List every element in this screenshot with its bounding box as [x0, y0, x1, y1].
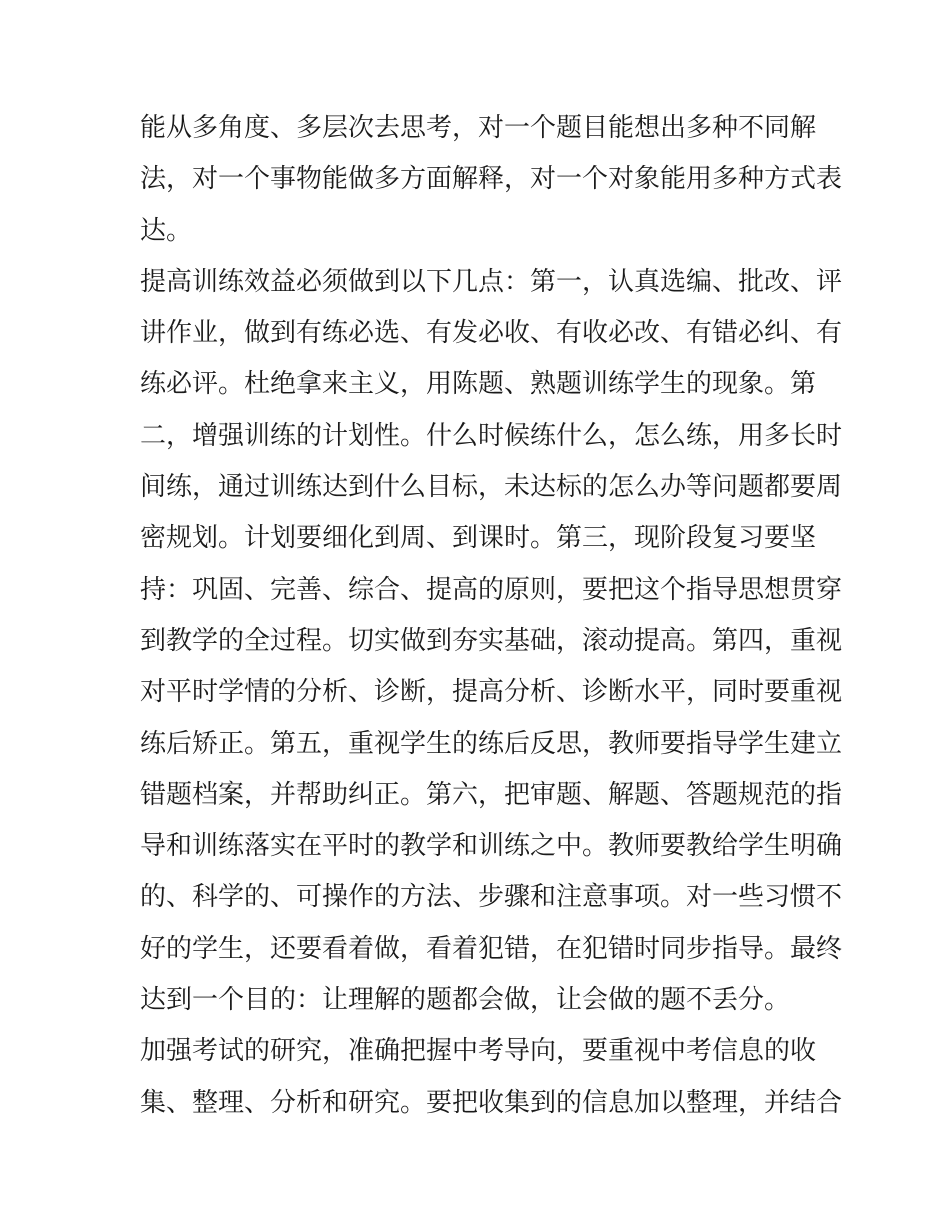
text-line: 密规划。计划要细化到周、到课时。第三，现阶段复习要坚	[140, 523, 817, 554]
text-line: 达。	[140, 215, 193, 246]
text-line: 能从多角度、多层次去思考，对一个题目能想出多种不同解	[140, 113, 817, 143]
text-line: 加强考试的研究，准确把握中考导向，要重视中考信息的收	[140, 1036, 817, 1067]
text-line: 集、整理、分析和研究。要把收集到的信息加以整理，并结合	[140, 1087, 843, 1118]
text-line: 练必评。杜绝拿来主义，用陈题、熟题训练学生的现象。第	[140, 369, 817, 400]
body-text	[140, 103, 843, 1129]
text-line: 的、科学的、可操作的方法、步骤和注意事项。对一些习惯不	[140, 882, 843, 913]
text-line: 持：巩固、完善、综合、提高的原则，要把这个指导思想贯穿	[140, 574, 843, 605]
text-line: 讲作业，做到有练必选、有发必收、有收必改、有错必纠、有	[140, 318, 843, 349]
text-line: 到教学的全过程。切实做到夯实基础，滚动提高。第四，重视	[140, 625, 843, 656]
text-line: 练后矫正。第五，重视学生的练后反思，教师要指导学生建立	[140, 728, 843, 759]
text-line: 对平时学情的分析、诊断，提高分析、诊断水平，同时要重视	[140, 677, 843, 708]
text-line: 二，增强训练的计划性。什么时候练什么，怎么练，用多长时	[140, 420, 843, 451]
text-line: 错题档案，并帮助纠正。第六，把审题、解题、答题规范的指	[140, 779, 843, 810]
text-line: 间练，通过训练达到什么目标，未达标的怎么办等问题都要周	[140, 472, 843, 503]
text-line: 提高训练效益必须做到以下几点：第一，认真选编、批改、评	[140, 266, 843, 297]
text-line: 好的学生，还要看着做，看着犯错，在犯错时同步指导。最终	[140, 933, 843, 964]
text-line: 达到一个目的：让理解的题都会做，让会做的题不丢分。	[140, 985, 791, 1016]
text-line: 法，对一个事物能做多方面解释，对一个对象能用多种方式表	[140, 164, 843, 195]
text-line: 导和训练落实在平时的教学和训练之中。教师要教给学生明确	[140, 831, 843, 862]
